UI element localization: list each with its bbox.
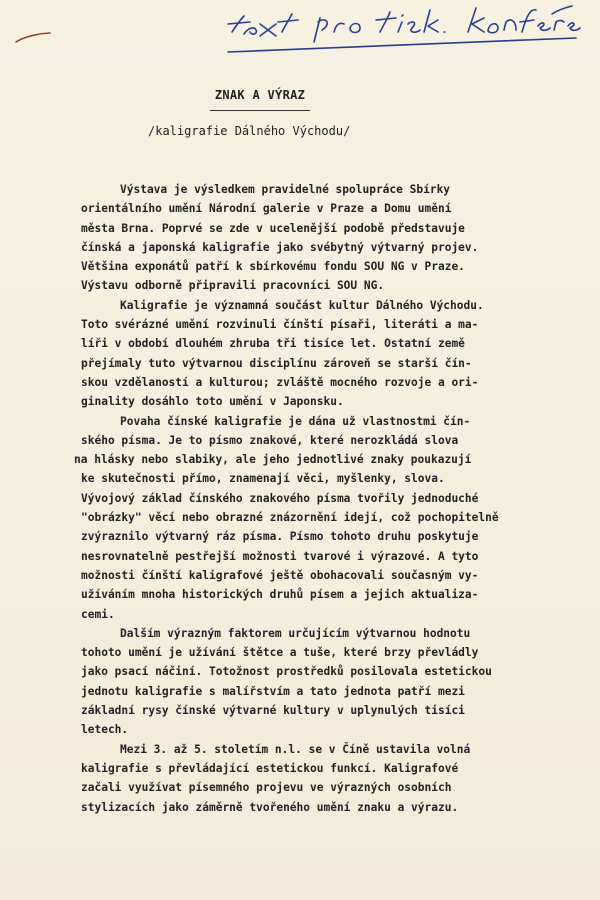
text-line: skou vzdělaností a kulturou; zvláště mocného rozvoje a ori- (81, 375, 479, 389)
text-line: města Brna. Poprvé se zde v ucelenější podobě představuje (81, 221, 465, 235)
text-line: přejímaly tuto výtvarnou disciplínu zároveň se starší čín- (81, 356, 472, 370)
text-line: Toto svérázné umění rozvinuli čínští písaři, literáti a ma- (81, 318, 479, 332)
text-line: zvýraznilo výtvarný ráz písma. Písmo tohoto druhu poskytuje (81, 530, 479, 544)
text-line: ského písma. Je to písmo znakové, které nerozkládá slova (81, 433, 459, 447)
text-line: Povaha čínské kaligrafie je dána už vlastnostmi čín- (120, 414, 471, 428)
text-line: Kaligrafie je významná součást kultur Dálného Východu. (120, 298, 484, 312)
text-line: začali využívat písemného projevu ve výrazných osobních (81, 781, 452, 795)
text-line: možnosti čínští kaligrafové ještě obohacovali současným vy- (81, 568, 479, 582)
text-line: ginality dosáhlo toto umění v Japonsku. (81, 395, 344, 409)
text-line: Většina exponátů patří k sbírkovému fondu SOU NG v Praze. (81, 260, 465, 274)
text-line: Výstavu odborně připravili pracovníci SOU NG. (81, 279, 385, 293)
text-line: nesrovnatelně pestřejší možnosti tvarové i výrazové. A tyto (81, 549, 479, 563)
text-line: orientálního umění Národní galerie v Praze a Domu umění (81, 202, 452, 216)
document-title: ZNAK A VÝRAZ (214, 88, 306, 102)
text-line: jednotu kaligrafie s malířstvím a tato jednota patří mezi (81, 684, 465, 698)
pen-mark-scribble (14, 30, 54, 44)
text-line: stylizacích jako záměrně tvořeného umění znaku a výrazu. (81, 800, 459, 814)
text-line: Výstava je výsledkem pravidelné spolupráce Sbírky (120, 183, 451, 196)
text-line: cemi. (81, 607, 115, 621)
document-body (0, 180, 600, 817)
text-line: Vývojový základ čínského znakového písma tvořily jednoduché (81, 491, 479, 505)
text-line: jako psací náčiní. Totožnost prostředků posilovala estetickou (81, 665, 492, 679)
document-subtitle: /kaligrafie Dálného Východu/ (148, 124, 351, 138)
text-line: užíváním mnoha historických druhů písem a jejich aktualiza- (81, 588, 479, 602)
text-line: čínská a japonská kaligrafie jako svébytný výtvarný projev. (81, 240, 479, 254)
text-line: na hlásky nebo slabiky, ale jeho jednotlivé znaky poukazují (74, 453, 472, 467)
text-line: líři v období dlouhém zhruba tři tisíce let. Ostatní země (81, 337, 465, 351)
text-line: kaligrafie s převládající estetickou funkcí. Kaligrafové (81, 761, 459, 775)
text-line: Dalším výrazným faktorem určujícím výtvarnou hodnotu (120, 626, 471, 640)
text-line: tohoto umění je užívání štětce a tuše, které brzy převládly (81, 646, 479, 660)
title-underline (210, 110, 310, 111)
text-line: základní rysy čínské výtvarné kultury v uplynulých tisíci (81, 704, 465, 718)
text-line: "obrázky" věcí nebo obrazné znázornění idejí, což pochopitelně (81, 511, 499, 525)
text-line: ke skutečnosti přímo, znamenají věci, myšlenky, slova. (81, 472, 445, 486)
handwriting-signature-icon (222, 2, 582, 58)
text-line: Mezi 3. až 5. stoletím n.l. se v Číně ustavila volná (120, 742, 471, 756)
handwritten-note (222, 2, 582, 58)
text-line: letech. (81, 723, 129, 737)
